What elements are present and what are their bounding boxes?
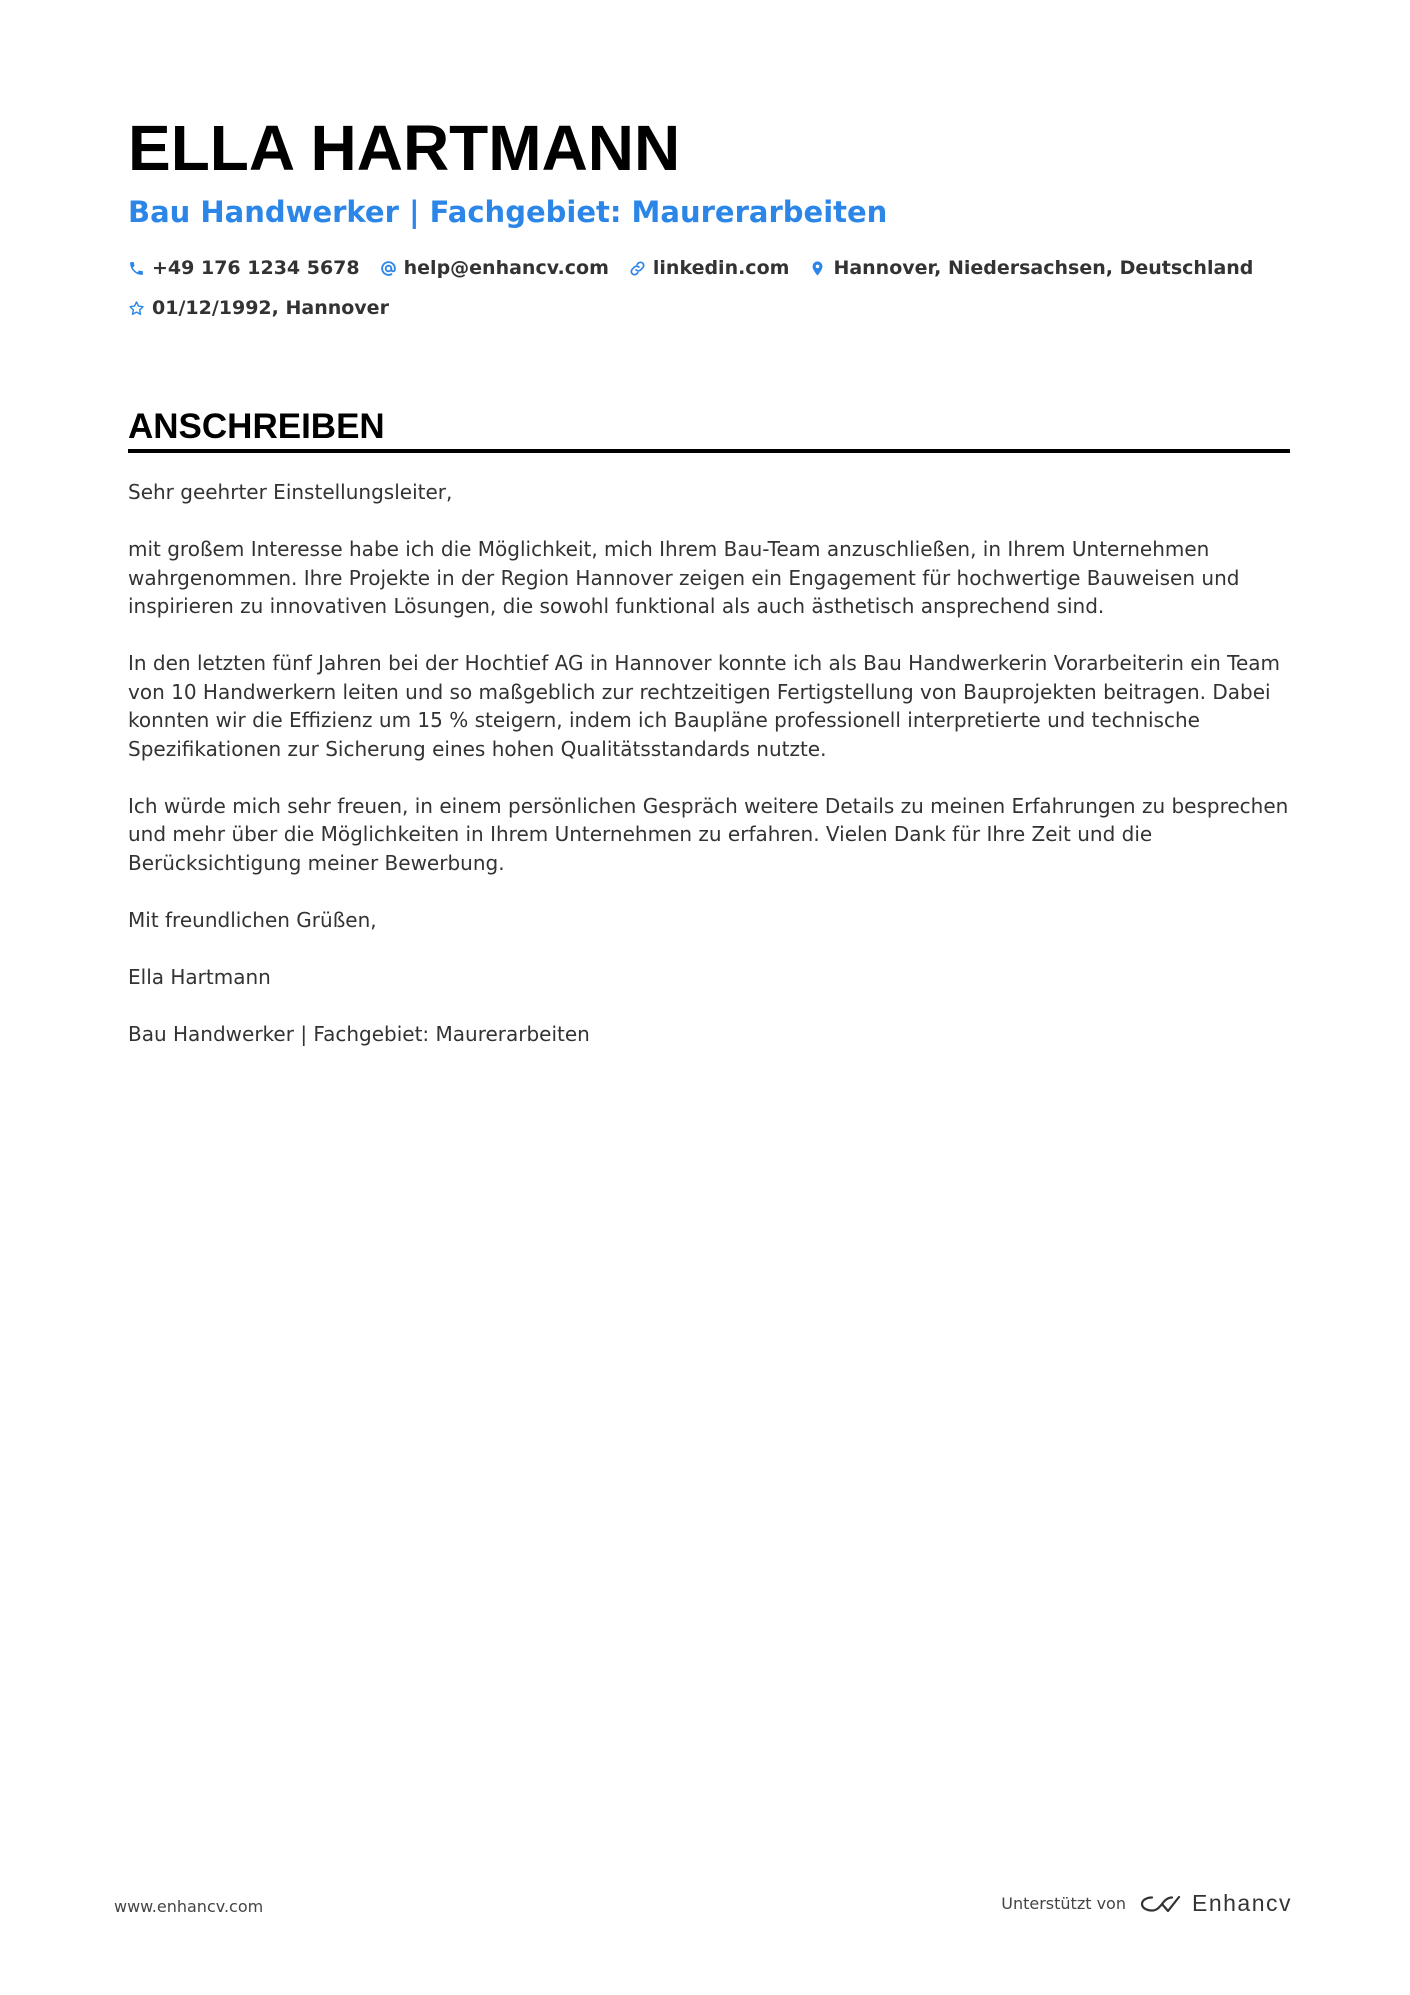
enhancv-logo-icon	[1138, 1892, 1182, 1916]
contact-birth	[128, 297, 389, 319]
letter-body	[128, 478, 1290, 1077]
section-divider	[128, 449, 1290, 453]
location-pin-icon	[809, 260, 826, 277]
letter-paragraph: Ich würde mich sehr freuen, in einem persönlichen Gespräch weitere Details zu meinen Erfahrungen zu besprechen und mehr über die Möglichkeiten in Ihrem Unternehmen zu erfahren. Vielen Dank für Ihre Zeit und die Berücksichtigung meiner Bewerbung.	[128, 793, 1289, 875]
email-text: help@enhancv.com	[403, 257, 609, 279]
star-icon	[128, 300, 145, 317]
at-icon	[380, 260, 397, 277]
contact-location	[809, 257, 1253, 279]
footer-branding[interactable]	[1001, 1890, 1292, 1917]
candidate-title: Bau Handwerker | Fachgebiet: Maurerarbeiten	[128, 195, 888, 229]
footer-website[interactable]: www.enhancv.com	[114, 1897, 264, 1916]
brand-name: Enhancv	[1191, 1890, 1292, 1916]
letter-signature-title: Bau Handwerker | Fachgebiet: Maurerarbeiten	[128, 1021, 590, 1046]
contact-phone	[128, 257, 360, 279]
linkedin-text: linkedin.com	[652, 257, 790, 279]
section-title: ANSCHREIBEN	[128, 407, 385, 446]
phone-icon	[128, 260, 145, 277]
phone-text: +49 176 1234 5678	[152, 257, 360, 279]
birth-text: 01/12/1992, Hannover	[152, 297, 389, 319]
contact-linkedin[interactable]	[629, 257, 790, 279]
link-icon	[629, 260, 646, 277]
candidate-name: ELLA HARTMANN	[128, 112, 681, 184]
letter-salutation: Sehr geehrter Einstellungsleiter,	[128, 480, 453, 504]
letter-paragraph: In den letzten fünf Jahren bei der Hochtief AG in Hannover konnte ich als Bau Handwerkerin Vorarbeiterin ein Team von 10 Handwerkern leiten und so maßgeblich zur rechtzeitigen Fertigstellung von Bauprojekten beitragen. Dabei konnten wir die Effizienz um 15 % steigern, indem ich Baupläne professionell interpretierte und technische Spezifikationen zur Sicherung eines hohen Qualitätsstandards nutzte.	[128, 651, 1281, 761]
letter-closing: Mit freundlichen Grüßen,	[128, 907, 377, 932]
letter-paragraph: mit großem Interesse habe ich die Möglichkeit, mich Ihrem Bau-Team anzuschließen, in Ihrem Unternehmen wahrgenommen. Ihre Projekte in der Region Hannover zeigen ein Engagement für hochwertige Bauweisen und inspirieren zu innovativen Lösungen, die sowohl funktional als auch ästhetisch ansprechend sind.	[128, 537, 1240, 618]
contact-row	[128, 294, 1290, 322]
letter-signature-name: Ella Hartmann	[128, 964, 271, 989]
contact-info	[128, 254, 1290, 334]
location-text: Hannover, Niedersachsen, Deutschland	[833, 257, 1254, 279]
contact-row	[128, 254, 1290, 282]
powered-by-label: Unterstützt von	[1001, 1894, 1126, 1913]
contact-email[interactable]	[380, 257, 609, 279]
